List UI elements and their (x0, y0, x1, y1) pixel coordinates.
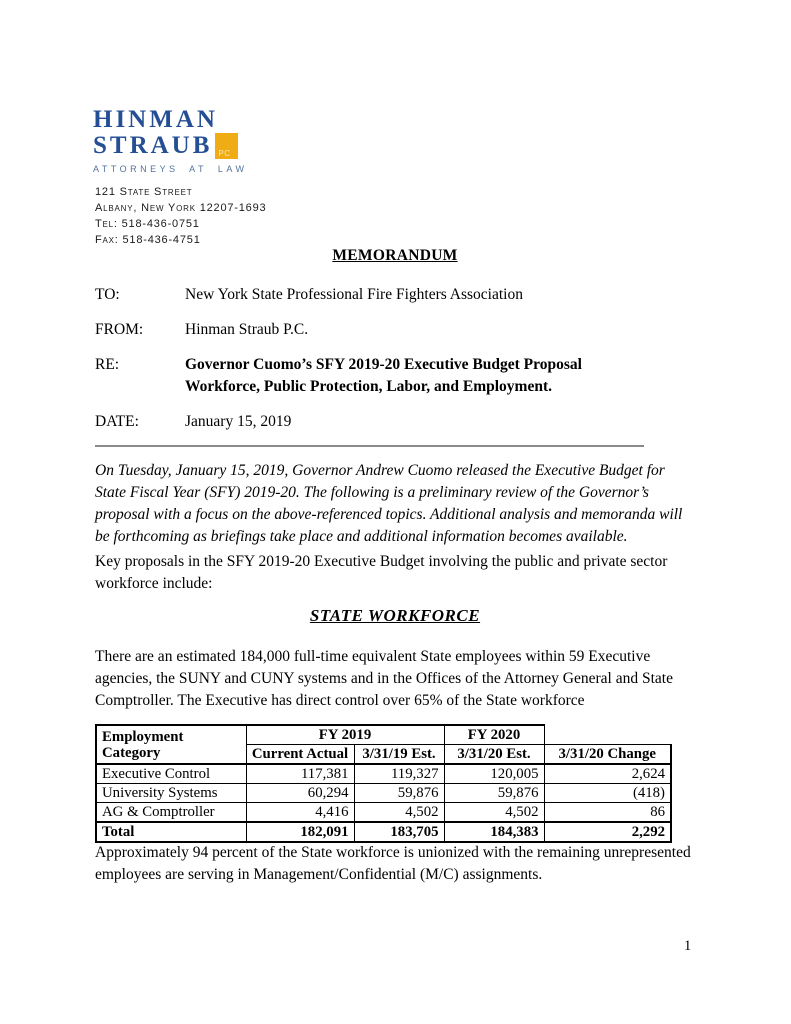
header-33120-change: 3/31/20 Change (544, 745, 671, 765)
cell-value: 120,005 (444, 764, 544, 784)
address-street: 121 State Street (95, 186, 193, 198)
address-tel: Tel: 518-436-0751 (95, 218, 200, 230)
cell-value: 59,876 (444, 784, 544, 803)
cell-value: 184,383 (444, 822, 544, 842)
cell-value: 2,624 (544, 764, 671, 784)
cell-value: 119,327 (354, 764, 444, 784)
workforce-summary-paragraph: There are an estimated 184,000 full-time equivalent State employees within 59 Executive agencies, the SUNY and CUNY systems and in the Offices of the Attorney General and State Comptroller. The Executive has direct control over 65% of the State workforce (95, 648, 673, 709)
memo-from-value: Hinman Straub P.C. (185, 321, 309, 338)
cell-category: University Systems (96, 784, 246, 803)
cell-category: AG & Comptroller (96, 803, 246, 823)
logo-word-straub: STRAUB (93, 132, 213, 159)
union-paragraph: Approximately 94 percent of the State workforce is unionized with the remaining unrepresented employees are serving in Management/Confidential (M/C) assignments. (95, 844, 691, 883)
memo-row-re (95, 354, 740, 398)
cell-value: 4,502 (444, 803, 544, 823)
cell-value: 183,705 (354, 822, 444, 842)
key-proposals-paragraph: Key proposals in the SFY 2019-20 Executive Budget involving the public and private sector workforce include: (95, 553, 668, 592)
logo-pc-badge (215, 133, 238, 159)
cell-category: Executive Control (96, 764, 246, 784)
memo-re-label: RE: (95, 356, 120, 373)
header-current-actual: Current Actual (246, 745, 354, 765)
cell-value: 59,876 (354, 784, 444, 803)
header-33120-est: 3/31/20 Est. (444, 745, 544, 765)
address-city: Albany, New York 12207-1693 (95, 202, 267, 214)
page-number: 1 (684, 938, 692, 954)
logo-tagline: ATTORNEYS AT LAW (93, 164, 248, 174)
header-employment-category: Employment Category (96, 725, 246, 764)
memo-date-value: January 15, 2019 (185, 413, 292, 430)
cell-value: 2,292 (544, 822, 671, 842)
state-workforce-heading: STATE WORKFORCE (309, 606, 481, 625)
cell-value: 182,091 (246, 822, 354, 842)
header-fy2019: FY 2019 (246, 725, 444, 745)
cell-value: (418) (544, 784, 671, 803)
table-header-row-1 (96, 725, 671, 745)
cell-value: 117,381 (246, 764, 354, 784)
memo-re-value: Governor Cuomo’s SFY 2019-20 Executive Budget Proposal Workforce, Public Protection, Labor, and Employment. (185, 356, 582, 395)
memo-from-label: FROM: (95, 321, 144, 338)
table-row-total (96, 822, 671, 842)
memo-to-label: TO: (95, 286, 120, 303)
cell-value: 4,502 (354, 803, 444, 823)
memo-row-to (95, 284, 740, 306)
memo-row-date (95, 411, 740, 433)
cell-category: Total (96, 822, 246, 842)
cell-value: 60,294 (246, 784, 354, 803)
workforce-table (95, 724, 672, 843)
address-fax: Fax: 518-436-4751 (95, 234, 201, 246)
address-block (95, 184, 266, 248)
header-divider-rule (95, 445, 644, 447)
logo-word-hinman: HINMAN (93, 106, 218, 133)
table-row-university-systems (96, 784, 671, 803)
cell-value: 4,416 (246, 803, 354, 823)
memo-row-from (95, 319, 740, 341)
memo-date-label: DATE: (95, 413, 139, 430)
intro-paragraph: On Tuesday, January 15, 2019, Governor Andrew Cuomo released the Executive Budget for State Fiscal Year (SFY) 2019-20. The following is a preliminary review of the Governor’s proposal with a focus on the above-referenced topics. Additional analysis and memoranda will be forthcoming as briefings take place and additional information becomes available. (95, 462, 683, 545)
header-fy2020: FY 2020 (444, 725, 544, 745)
header-empty-cell (544, 725, 671, 745)
memo-to-value: New York State Professional Fire Fighters Association (185, 286, 523, 303)
memo-title: MEMORANDUM (332, 247, 458, 264)
table-row-ag-comptroller (96, 803, 671, 823)
table-row-executive-control (96, 764, 671, 784)
logo-row-straub (93, 133, 248, 159)
cell-value: 86 (544, 803, 671, 823)
firm-logo (93, 107, 248, 174)
logo-pc-label: PC (218, 149, 231, 158)
header-33119-est: 3/31/19 Est. (354, 745, 444, 765)
